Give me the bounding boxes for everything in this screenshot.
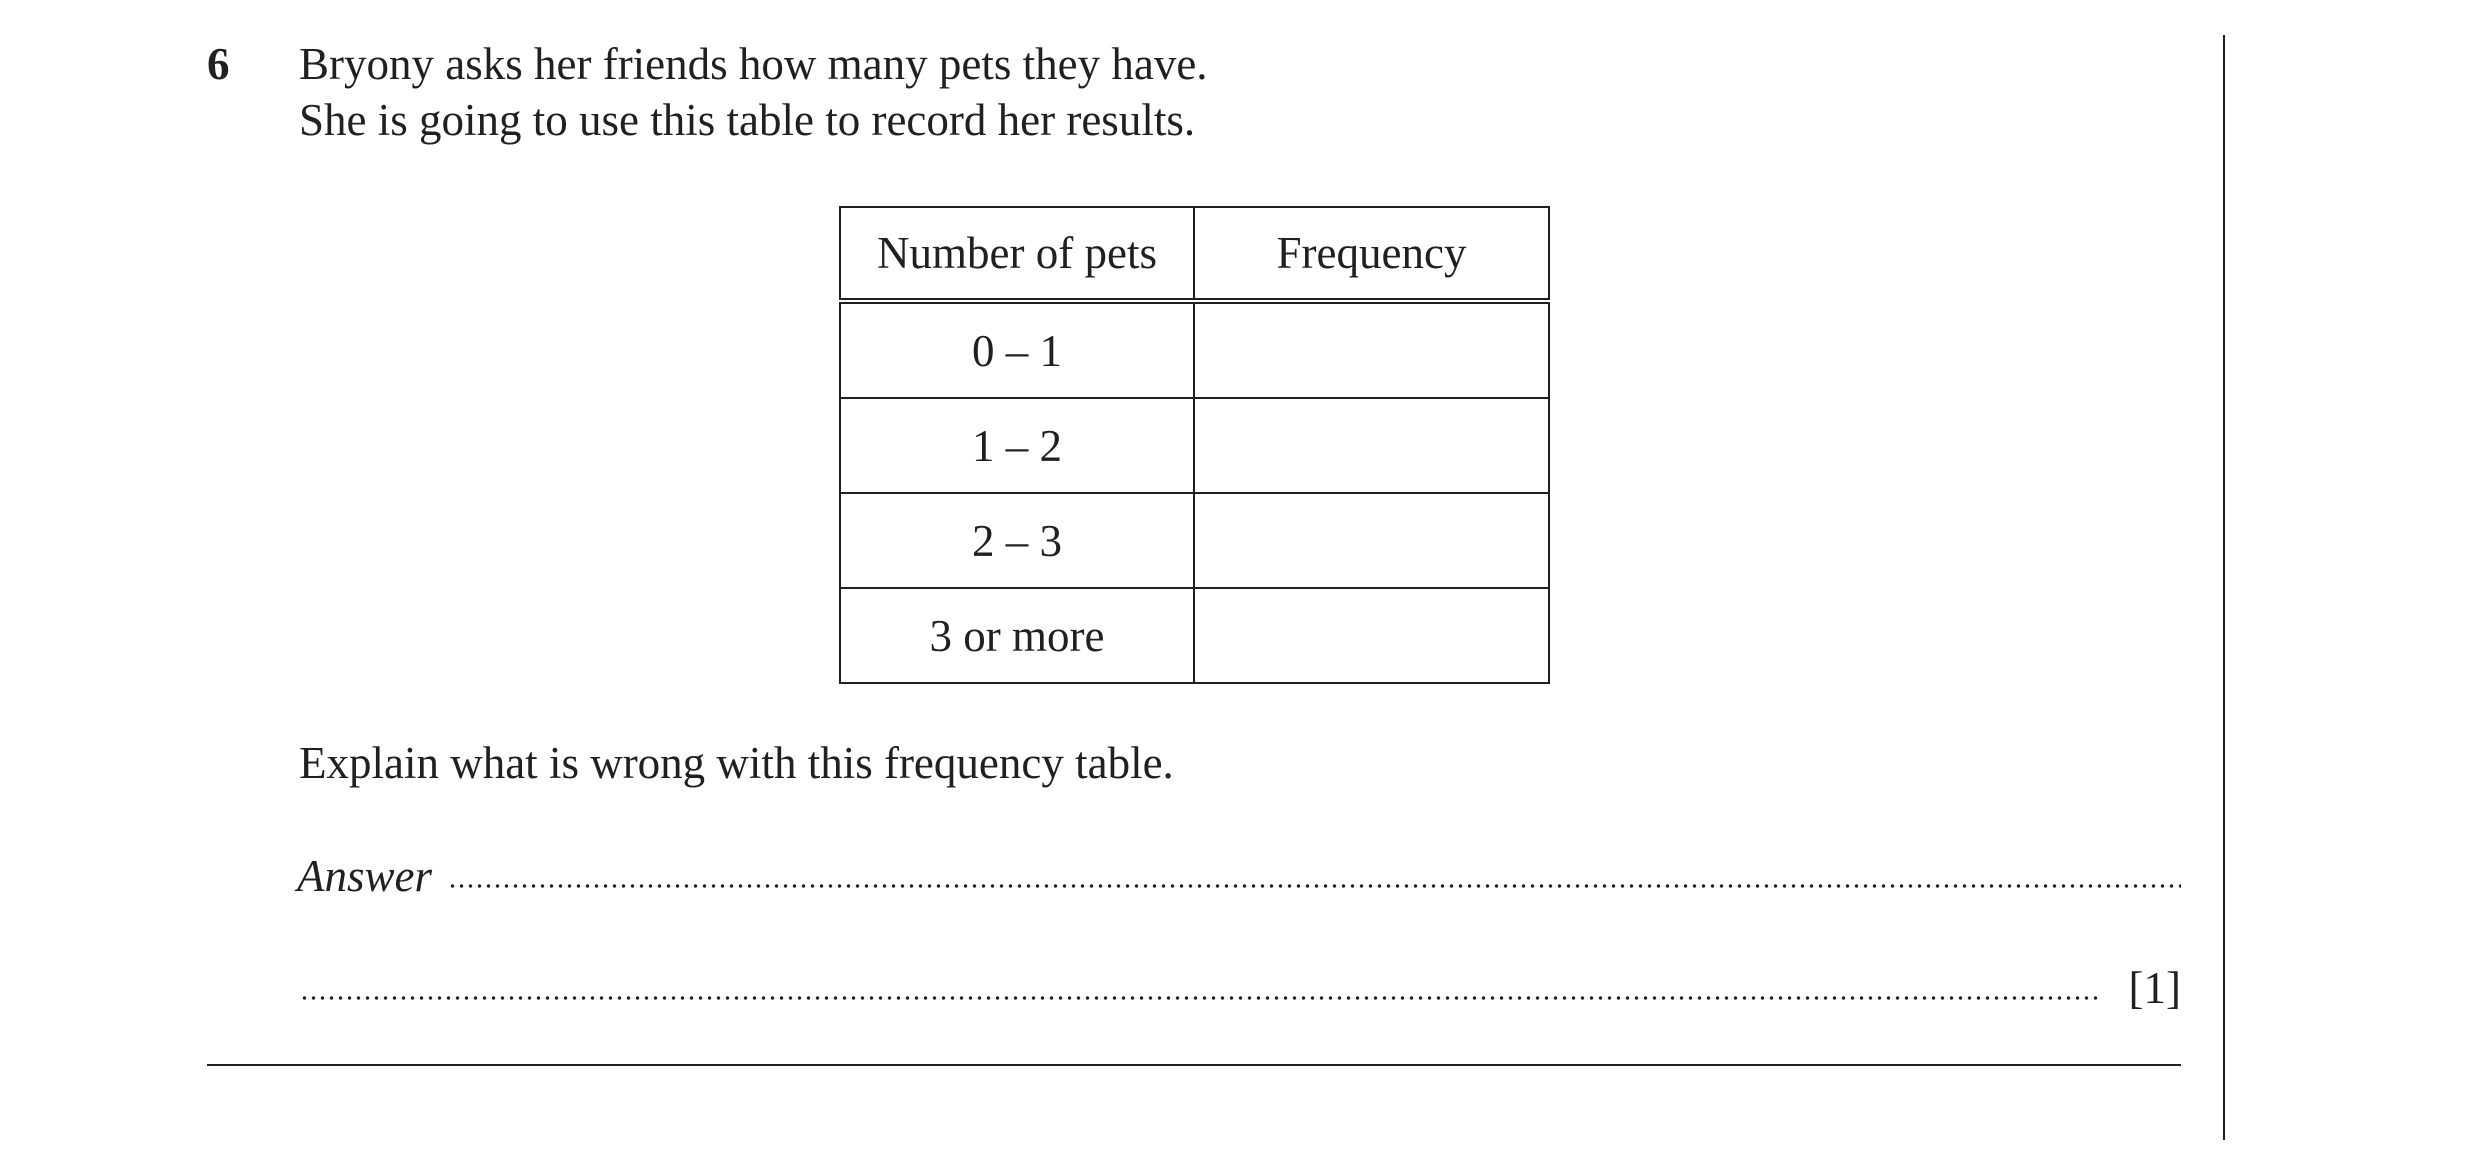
margin-line: [2223, 35, 2225, 1140]
frequency-table: [839, 206, 1550, 684]
table-row: [840, 301, 1549, 398]
question-prompt: Explain what is wrong with this frequency table.: [299, 738, 1174, 788]
answer-dotted-line[interactable]: [300, 992, 2101, 1004]
stem-line: She is going to use this table to record her results.: [299, 95, 1196, 145]
question-end-rule: [207, 1064, 2181, 1066]
frequency-cell[interactable]: [1194, 398, 1549, 493]
frequency-cell[interactable]: [1194, 493, 1549, 588]
marks-label: [1]: [2128, 963, 2181, 1013]
question-stem: [299, 36, 1208, 148]
answer-line-2: [300, 960, 2181, 1016]
pets-cell: 0 – 1: [840, 301, 1194, 398]
pets-cell: 3 or more: [840, 588, 1194, 683]
frequency-cell[interactable]: [1194, 301, 1549, 398]
table-row: [840, 398, 1549, 493]
answer-dotted-line[interactable]: [448, 880, 2181, 892]
answer-label: Answer: [297, 851, 432, 901]
table-header-row: [840, 207, 1549, 301]
header-number-of-pets: Number of pets: [840, 207, 1194, 301]
table-row: [840, 588, 1549, 683]
answer-line-1: [297, 848, 2181, 904]
table-row: [840, 493, 1549, 588]
pets-cell: 2 – 3: [840, 493, 1194, 588]
question-number: 6: [207, 39, 230, 89]
frequency-cell[interactable]: [1194, 588, 1549, 683]
header-frequency: Frequency: [1194, 207, 1549, 301]
pets-cell: 1 – 2: [840, 398, 1194, 493]
stem-line: Bryony asks her friends how many pets they have.: [299, 39, 1208, 89]
